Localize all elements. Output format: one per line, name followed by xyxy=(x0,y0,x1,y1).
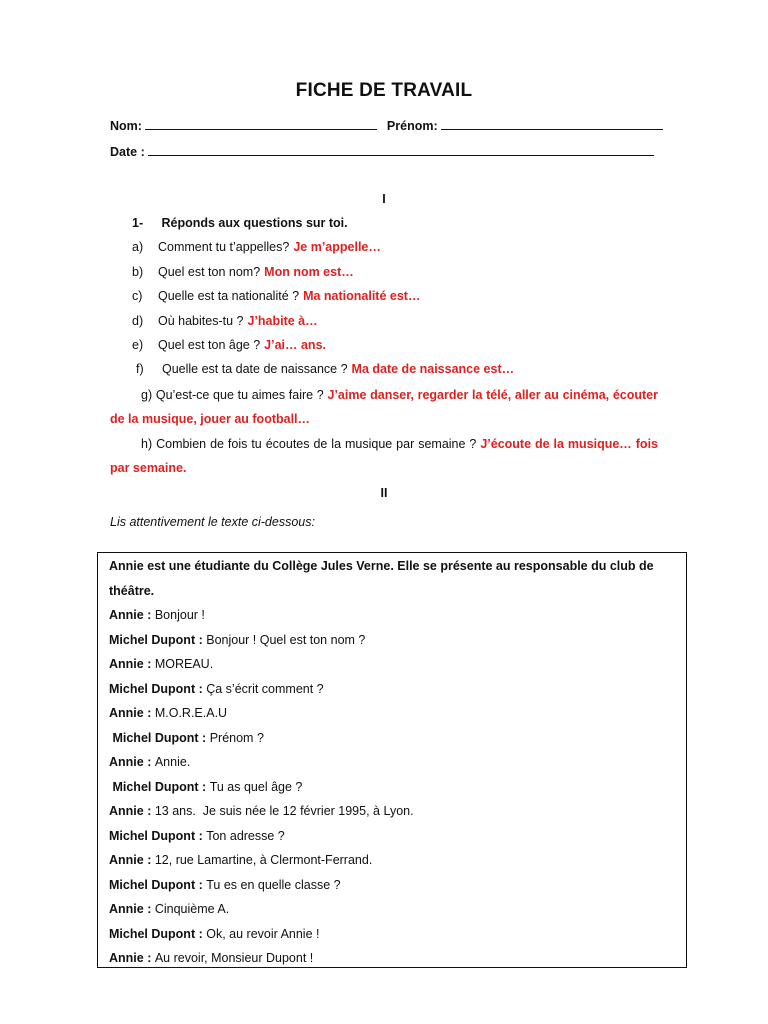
question-h xyxy=(110,432,658,480)
speaker-name: Michel Dupont : xyxy=(109,779,207,794)
dialogue-line xyxy=(109,829,285,843)
dialogue-line xyxy=(109,902,229,916)
name-row xyxy=(110,118,663,133)
question-g xyxy=(110,383,658,431)
speech-text: Ça s’écrit comment ? xyxy=(206,681,324,696)
speech-text: Bonjour ! Quel est ton nom ? xyxy=(206,632,366,647)
question-marker: f) xyxy=(136,362,144,376)
speaker-name: Michel Dupont : xyxy=(109,730,207,745)
speech-text: Cinquième A. xyxy=(154,902,230,916)
question-h-answer: J’écoute de la musique… fois par semaine. xyxy=(110,437,658,475)
speaker-name: Michel Dupont : xyxy=(109,926,203,941)
date-row xyxy=(110,144,654,159)
dialogue-line xyxy=(109,633,365,647)
question-marker: b) xyxy=(132,265,144,279)
date-label: Date : xyxy=(110,145,145,159)
prenom-label: Prénom: xyxy=(386,119,438,133)
question-marker: c) xyxy=(132,289,143,303)
question-g-text: Qu’est-ce que tu aimes faire ? xyxy=(155,388,324,402)
speech-text: Ok, au revoir Annie ! xyxy=(206,926,320,941)
speech-text: Tu as quel âge ? xyxy=(209,779,303,794)
speech-text: 12, rue Lamartine, à Clermont-Ferrand. xyxy=(154,853,373,867)
speaker-name: Michel Dupont : xyxy=(109,632,203,647)
question-g-answer: J’aime danser, regarder la télé, aller au cinéma, écouter de la musique, jouer au football… xyxy=(110,388,658,426)
speaker-name: Annie : xyxy=(109,755,152,769)
dialogue-line xyxy=(109,706,227,720)
speaker-name: Annie : xyxy=(109,804,152,818)
speech-text: Annie. xyxy=(154,755,191,769)
dialogue-box xyxy=(97,552,687,968)
text-intro-line-1: Annie est une étudiante du Collège Jules Verne. Elle se présente au responsable du club de xyxy=(109,559,654,573)
instruction xyxy=(132,216,348,230)
speech-text: Au revoir, Monsieur Dupont ! xyxy=(154,951,314,965)
question-answer: J’ai… ans. xyxy=(264,338,326,352)
question-marker: a) xyxy=(132,240,144,254)
speech-text: M.O.R.E.A.U xyxy=(154,706,228,720)
question-row xyxy=(132,289,420,303)
instruction-text: Réponds aux questions sur toi. xyxy=(161,216,348,230)
speaker-name: Annie : xyxy=(109,951,152,965)
section-number-1: I xyxy=(382,192,386,206)
dialogue-line xyxy=(109,878,341,892)
prenom-blank[interactable] xyxy=(441,118,663,130)
speech-text: MOREAU. xyxy=(154,657,214,671)
speaker-name: Annie : xyxy=(109,902,152,916)
question-text: Quelle est ta date de naissance ? xyxy=(162,362,348,376)
question-text: Quel est ton nom? xyxy=(158,265,261,279)
question-row xyxy=(132,314,318,328)
dialogue-line xyxy=(109,731,264,745)
dialogue-line xyxy=(109,853,372,867)
section2-intro: Lis attentivement le texte ci-dessous: xyxy=(110,515,315,529)
nom-blank[interactable] xyxy=(145,118,377,130)
question-h-text: Combien de fois tu écoutes de la musique par semaine ? xyxy=(156,437,477,451)
speaker-name: Michel Dupont : xyxy=(109,828,203,843)
question-marker: d) xyxy=(132,314,144,328)
speech-text: Bonjour ! xyxy=(154,608,205,622)
dialogue-line xyxy=(109,657,213,671)
speaker-name: Michel Dupont : xyxy=(109,877,203,892)
question-row xyxy=(132,338,326,352)
question-text: Quel est ton âge ? xyxy=(158,338,261,352)
question-h-marker: h) xyxy=(141,437,153,451)
speech-text: Tu es en quelle classe ? xyxy=(206,877,341,892)
question-answer: Ma nationalité est… xyxy=(303,289,421,303)
question-text: Comment tu t’appelles? xyxy=(158,240,290,254)
dialogue-line xyxy=(109,780,302,794)
speaker-name: Michel Dupont : xyxy=(109,681,203,696)
dialogue-line xyxy=(109,608,205,622)
speaker-name: Annie : xyxy=(109,608,152,622)
date-blank[interactable] xyxy=(148,144,654,156)
question-row xyxy=(132,265,354,279)
question-marker: e) xyxy=(132,338,144,352)
question-answer: Je m’appelle… xyxy=(293,240,381,254)
dialogue-line xyxy=(109,927,320,941)
speaker-name: Annie : xyxy=(109,706,152,720)
question-row xyxy=(132,240,381,254)
page-title: FICHE DE TRAVAIL xyxy=(295,80,473,101)
question-g-marker: g) xyxy=(141,388,153,402)
question-answer: Ma date de naissance est… xyxy=(351,362,515,376)
nom-label: Nom: xyxy=(110,119,142,133)
question-answer: Mon nom est… xyxy=(264,265,354,279)
question-text: Où habites-tu ? xyxy=(158,314,244,328)
speaker-name: Annie : xyxy=(109,853,152,867)
text-intro-line-2: théâtre. xyxy=(109,584,155,598)
question-answer: J’habite à… xyxy=(247,314,318,328)
speech-text: Prénom ? xyxy=(209,730,264,745)
instruction-number: 1- xyxy=(132,216,144,230)
section-number-2: II xyxy=(380,486,388,500)
dialogue-line xyxy=(109,755,190,769)
dialogue-line xyxy=(109,682,324,696)
dialogue-line xyxy=(109,951,313,965)
question-text: Quelle est ta nationalité ? xyxy=(158,289,300,303)
speaker-name: Annie : xyxy=(109,657,152,671)
speech-text: 13 ans. Je suis née le 12 février 1995, à Lyon. xyxy=(154,804,414,818)
dialogue-line xyxy=(109,804,414,818)
question-row xyxy=(136,362,514,376)
speech-text: Ton adresse ? xyxy=(206,828,285,843)
